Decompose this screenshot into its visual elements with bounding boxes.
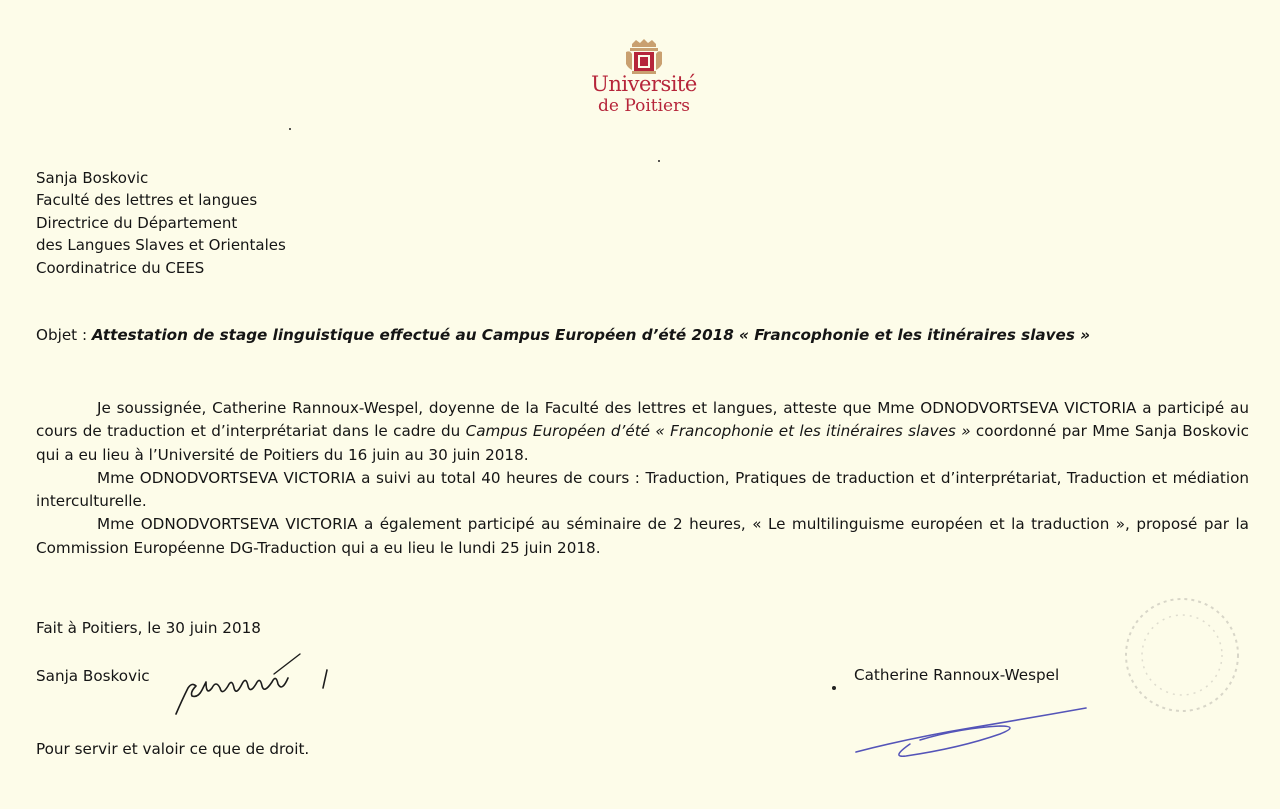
university-logo [586, 38, 702, 120]
paragraph-1-end: coordonné par Mme Sanja Boskovic qui a eu lieu à l’Université de Poitiers du 16 juin au 30 juin 2018. [36, 422, 1249, 464]
ink-speck [832, 686, 836, 690]
signature-right-icon [850, 700, 1095, 765]
signature-left-icon [172, 648, 342, 720]
sender-department: des Langues Slaves et Orientales [36, 236, 286, 255]
paragraph-hours: Mme ODNODVORTSEVA VICTORIA a suivi au total 40 heures de cours : Traduction, Pratiques de traduction et d’interprétariat, Traduction et médiation interculturelle. [36, 468, 1249, 511]
subject-text: Attestation de stage linguistique effectué au Campus Européen d’été 2018 « Francophonie et les itinéraires slaves » [91, 326, 1091, 344]
closing-formula: Pour servir et valoir ce que de droit. [36, 740, 310, 758]
ink-speck [289, 128, 291, 130]
faded-stamp-icon [1120, 590, 1245, 720]
sender-coordination: Coordinatrice du CEES [36, 258, 205, 277]
letter-body [36, 397, 1249, 560]
place-and-date: Fait à Poitiers, le 30 juin 2018 [36, 619, 261, 637]
logo-university-text: Université [591, 72, 697, 96]
paragraph-seminar: Mme ODNODVORTSEVA VICTORIA a également participé au séminaire de 2 heures, « Le multilinguisme européen et la traduction », proposé par la Commission Européenne DG-Traduction qui a eu lieu le lundi 25 juin 2018. [36, 515, 1249, 557]
sender-block [36, 167, 286, 279]
signer-left-name: Sanja Boskovic [36, 667, 150, 685]
sender-role: Directrice du Département [36, 213, 238, 232]
sender-faculty: Faculté des lettres et langues [36, 191, 258, 210]
paragraph-attestation [36, 397, 1249, 467]
sender-name: Sanja Boskovic [36, 169, 149, 187]
logo-city-text: de Poitiers [598, 96, 690, 116]
signer-right-name: Catherine Rannoux-Wespel [854, 666, 1060, 684]
subject-line [36, 324, 1251, 346]
campus-title: Campus Européen d’été « Francophonie et les itinéraires slaves » [465, 422, 971, 441]
paragraph-1-start: Je soussignée, Catherine Rannoux-Wespel, doyenne de la Faculté des lettres et langues, atteste que Mme ODNODVORTSEVA VICTORIA a participé au cours de traduction et d’interprétariat dans le cadre du [36, 399, 1249, 441]
ink-speck [658, 160, 660, 162]
subject-label: Objet : [36, 326, 92, 344]
